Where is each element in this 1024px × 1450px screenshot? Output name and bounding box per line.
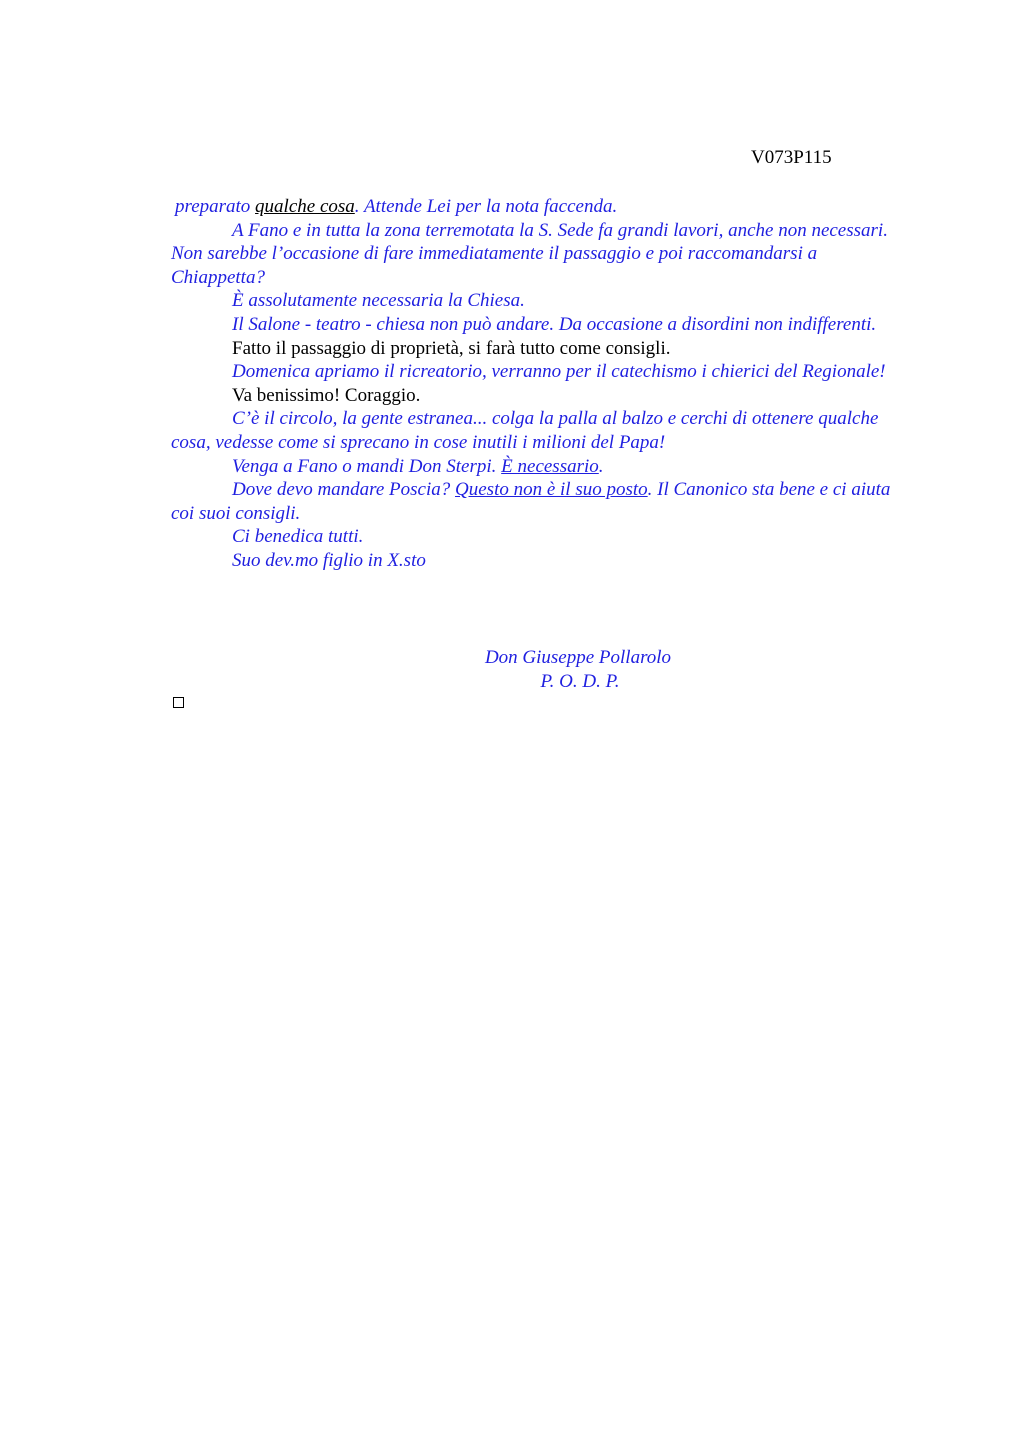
text-span: . Il Canonico sta bene e ci aiuta coi suoi consigli.	[171, 479, 891, 524]
paragraph: Domenica apriamo il ricreatorio, verranno per il catechismo i chierici del Regionale!	[232, 361, 886, 383]
paragraph: Il Salone - teatro - chiesa non può andare. Da occasione a disordini non indifferenti.	[232, 313, 877, 335]
underlined-text: È necessario	[501, 455, 599, 477]
text-span: preparato	[175, 196, 256, 217]
underlined-text: qualche cosa	[255, 196, 355, 217]
paragraph: C’è il circolo, la gente estranea... colga la palla al balzo e cerchi di ottenere qualche cosa, vedesse come si sprecano in cose inutili i milioni del Papa!	[171, 408, 879, 453]
page-reference: V073P115	[751, 147, 832, 168]
paragraph: È assolutamente necessaria la Chiesa.	[232, 290, 525, 312]
empty-square-icon	[173, 697, 184, 708]
paragraph-continuation	[171, 195, 908, 219]
paragraph: Ci benedica tutti.	[232, 526, 364, 548]
signature-name: Don Giuseppe Pollarolo	[484, 647, 672, 668]
text-span: .	[598, 455, 604, 477]
text-span: . Attende Lei per la nota faccenda.	[354, 196, 618, 217]
underlined-text: Questo non è il suo posto	[455, 479, 648, 501]
letter-body	[171, 195, 908, 573]
paragraph	[171, 478, 908, 525]
paragraph-reply: Fatto il passaggio di proprietà, si farà tutto come consigli.	[232, 337, 671, 359]
paragraph: A Fano e in tutta la zona terremotata la S. Sede fa grandi lavori, anche non necessari. Non sarebbe l’occasione di fare immediatamente il passaggio e poi raccomandarsi a Chiappetta?	[171, 219, 888, 288]
text-span: Venga a Fano o mandi Don Sterpi.	[232, 455, 502, 477]
text-span: Dove devo mandare Poscia?	[232, 479, 456, 501]
signature-order: P. O. D. P.	[540, 671, 620, 692]
closing-line: Suo dev.mo figlio in X.sto	[232, 549, 426, 571]
paragraph-reply: Va benissimo! Coraggio.	[232, 384, 421, 406]
paragraph	[171, 455, 908, 479]
